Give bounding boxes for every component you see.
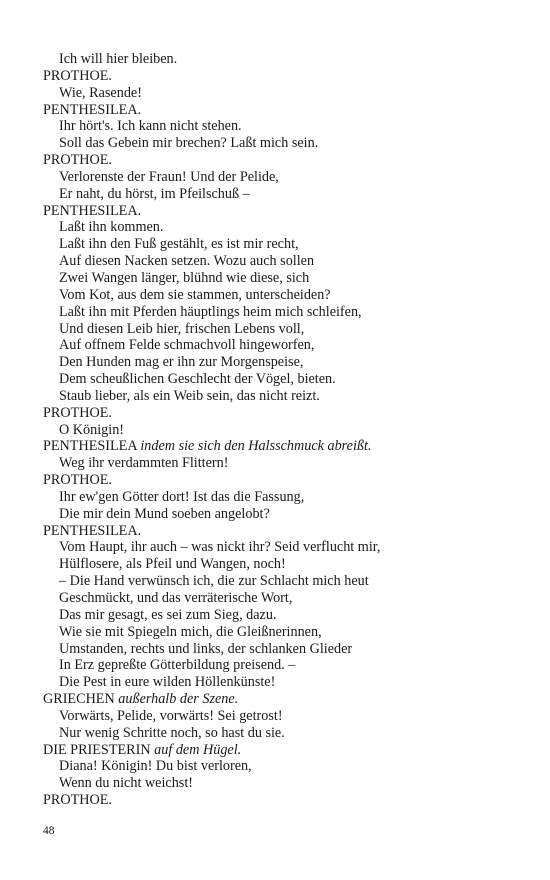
verse-line: Vom Kot, aus dem sie stammen, unterscheiden?	[59, 286, 331, 303]
verse-line: In Erz gepreßte Götterbildung preisend. –	[59, 657, 296, 674]
verse-line: Die mir dein Mund soeben angelobt?	[59, 505, 270, 522]
verse-line: Laßt ihn mit Pferden häuptlings heim mich schleifen,	[59, 303, 362, 320]
verse-line: Ihr ew'gen Götter dort! Ist das die Fassung,	[59, 488, 305, 505]
speaker-name: PENTHESILEA.	[43, 202, 142, 219]
speaker-heading	[43, 523, 523, 540]
verse-line: Und diesen Leib hier, frischen Lebens voll,	[59, 320, 305, 337]
speaker-heading	[43, 742, 523, 759]
page-number: 48	[43, 825, 55, 837]
verse-line: Ihr hört's. Ich kann nicht stehen.	[59, 118, 242, 135]
verse-line: Wie, Rasende!	[59, 84, 142, 101]
verse-line: Laßt ihn den Fuß gestählt, es ist mir recht,	[59, 236, 299, 253]
speaker-name: GRIECHEN	[43, 691, 115, 708]
verse-line: Die Pest in eure wilden Höllenkünste!	[59, 674, 276, 691]
stage-direction: auf dem Hügel.	[154, 741, 242, 758]
speaker-name: PROTHOE.	[43, 404, 112, 421]
stage-direction: indem sie sich den Halsschmuck abreißt.	[140, 438, 372, 455]
verse-line: Er naht, du hörst, im Pfeilschuß –	[59, 185, 250, 202]
speaker-heading	[43, 203, 523, 220]
speaker-name: PROTHOE.	[43, 472, 112, 489]
verse-line: Soll das Gebein mir brechen? Laßt mich sein.	[59, 135, 319, 152]
verse-line: Auf diesen Nacken setzen. Wozu auch sollen	[59, 253, 315, 270]
verse-line: – Die Hand verwünsch ich, die zur Schlacht mich heut	[59, 573, 369, 590]
verse-line: Ich will hier bleiben.	[59, 51, 178, 67]
speaker-heading	[43, 691, 523, 708]
speaker-heading	[43, 438, 523, 455]
verse-line: Wenn du nicht weichst!	[59, 775, 193, 792]
verse-line: Weg ihr verdammten Flittern!	[59, 455, 229, 472]
verse-line: Verlorenste der Fraun! Und der Pelide,	[59, 168, 279, 185]
speaker-heading	[43, 68, 523, 85]
speaker-heading	[43, 792, 523, 809]
verse-line: Geschmückt, und das verräterische Wort,	[59, 590, 293, 606]
verse-line: Staub lieber, als ein Weib sein, das nicht reizt.	[59, 387, 320, 404]
verse-line: Das mir gesagt, es sei zum Sieg, dazu.	[59, 606, 277, 623]
verse-line: O Königin!	[59, 421, 125, 438]
speaker-name: PENTHESILEA.	[43, 522, 142, 539]
verse-line: Hülflosere, als Pfeil und Wangen, noch!	[59, 556, 286, 573]
verse-line: Dem scheußlichen Geschlecht der Vögel, bieten.	[59, 371, 336, 388]
speaker-heading	[43, 102, 523, 119]
speaker-heading	[43, 152, 523, 169]
speaker-name: PROTHOE.	[43, 792, 112, 809]
play-text	[43, 51, 523, 809]
stage-direction: außerhalb der Szene.	[118, 691, 239, 708]
speaker-name: PENTHESILEA.	[43, 101, 142, 118]
verse-line: Umstanden, rechts und links, der schlanken Glieder	[59, 640, 353, 657]
speaker-name: PROTHOE.	[43, 152, 112, 169]
verse-line: Vorwärts, Pelide, vorwärts! Sei getrost!	[59, 707, 283, 724]
speaker-name: PROTHOE.	[43, 67, 112, 84]
verse-line: Diana! Königin! Du bist verloren,	[59, 758, 252, 775]
verse-line: Auf offnem Felde schmachvoll hingeworfen,	[59, 337, 315, 354]
verse-line: Vom Haupt, ihr auch – was nickt ihr? Seid verflucht mir,	[59, 539, 381, 556]
speaker-name: PENTHESILEA	[43, 438, 137, 455]
verse-line: Wie sie mit Spiegeln mich, die Gleißnerinnen,	[59, 623, 322, 640]
speaker-heading	[43, 405, 523, 422]
verse-line: Zwei Wangen länger, blühnd wie diese, sich	[59, 269, 310, 286]
speaker-name: DIE PRIESTERIN	[43, 741, 151, 758]
verse-line: Den Hunden mag er ihn zur Morgenspeise,	[59, 354, 304, 371]
verse-line: Laßt ihn kommen.	[59, 219, 164, 236]
verse-line: Nur wenig Schritte noch, so hast du sie.	[59, 724, 285, 741]
speaker-heading	[43, 472, 523, 489]
